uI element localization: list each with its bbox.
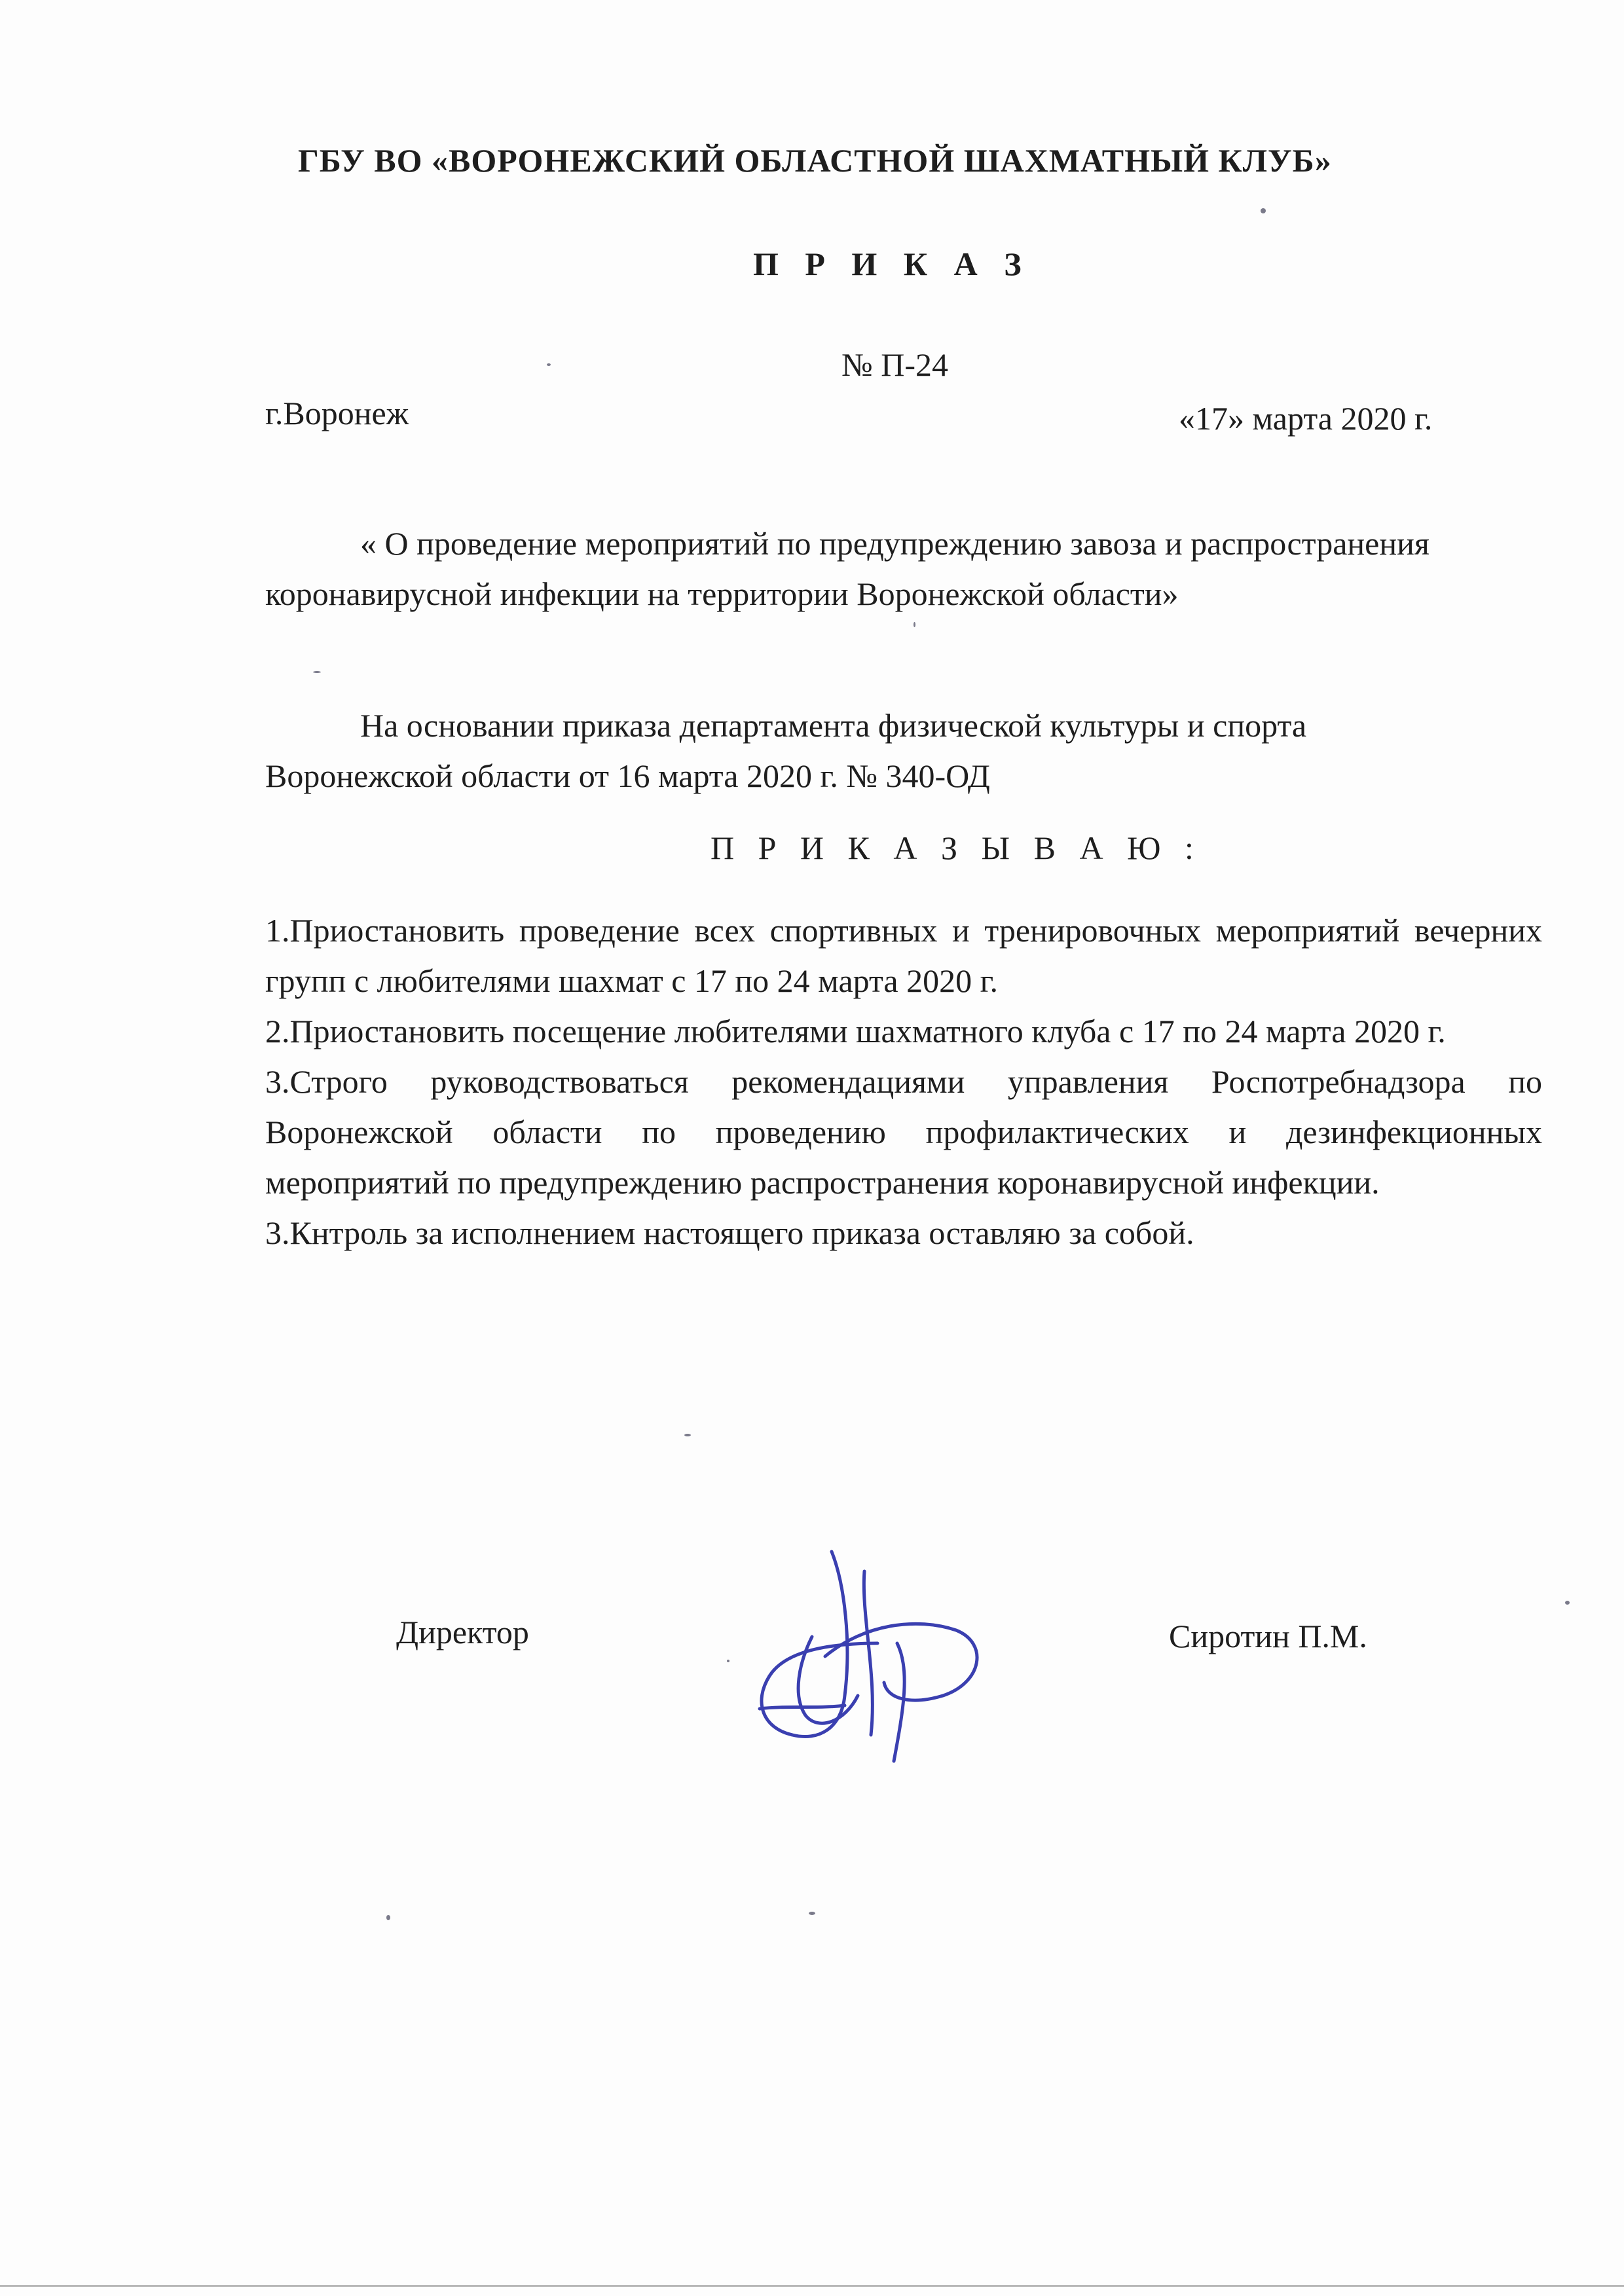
scan-speck (809, 1912, 815, 1915)
scan-speck (313, 671, 321, 673)
scan-speck (727, 1660, 729, 1662)
scan-speck (547, 363, 551, 366)
handwritten-signature (747, 1545, 995, 1768)
document-number: № П-24 (841, 346, 948, 383)
scan-speck (913, 622, 915, 627)
order-item: 3.Кнтроль за исполнением настоящего приказа оставляю за собой. (265, 1214, 1194, 1251)
document-date: «17» марта 2020 г. (1179, 400, 1433, 437)
organization-title: ГБУ ВО «ВОРОНЕЖСКИЙ ОБЛАСТНОЙ ШАХМАТНЫЙ КЛУБ» (298, 142, 1332, 179)
director-name: Сиротин П.М. (1169, 1618, 1367, 1654)
page-bottom-edge (0, 2285, 1624, 2287)
scan-speck (684, 1434, 691, 1436)
scan-speck (1565, 1601, 1570, 1605)
document-basis: На основании приказа департамента физической культуры и спорта Воронежской области от 16 марта 2020 г. № 340-ОД (265, 707, 1307, 794)
document-type: П Р И К А З (753, 246, 1031, 282)
order-item: 3.Строго руководствоваться рекомендациями управления Роспотребнадзора по Воронежской области по проведению профилактических и дезинфекционных мероприятий по предупреждению распространения коронавирусной инфекции. (265, 1063, 1542, 1201)
director-position: Директор (396, 1614, 529, 1650)
order-item: 1.Приостановить проведение всех спортивных и тренировочных мероприятий вечерних групп с любителями шахмат с 17 по 24 марта 2020 г. (265, 912, 1542, 999)
document-subject: « О проведение мероприятий по предупреждению завоза и распространения коронавирусной инфекции на территории Воронежской области» (265, 525, 1430, 612)
order-item: 2.Приостановить посещение любителями шахматного клуба с 17 по 24 марта 2020 г. (265, 1013, 1446, 1049)
order-heading: П Р И К А З Ы В А Ю : (710, 829, 1202, 866)
scan-speck (386, 1915, 390, 1920)
document-city: г.Воронеж (265, 395, 409, 431)
order-items (265, 905, 1542, 1258)
scan-speck (1261, 208, 1266, 213)
